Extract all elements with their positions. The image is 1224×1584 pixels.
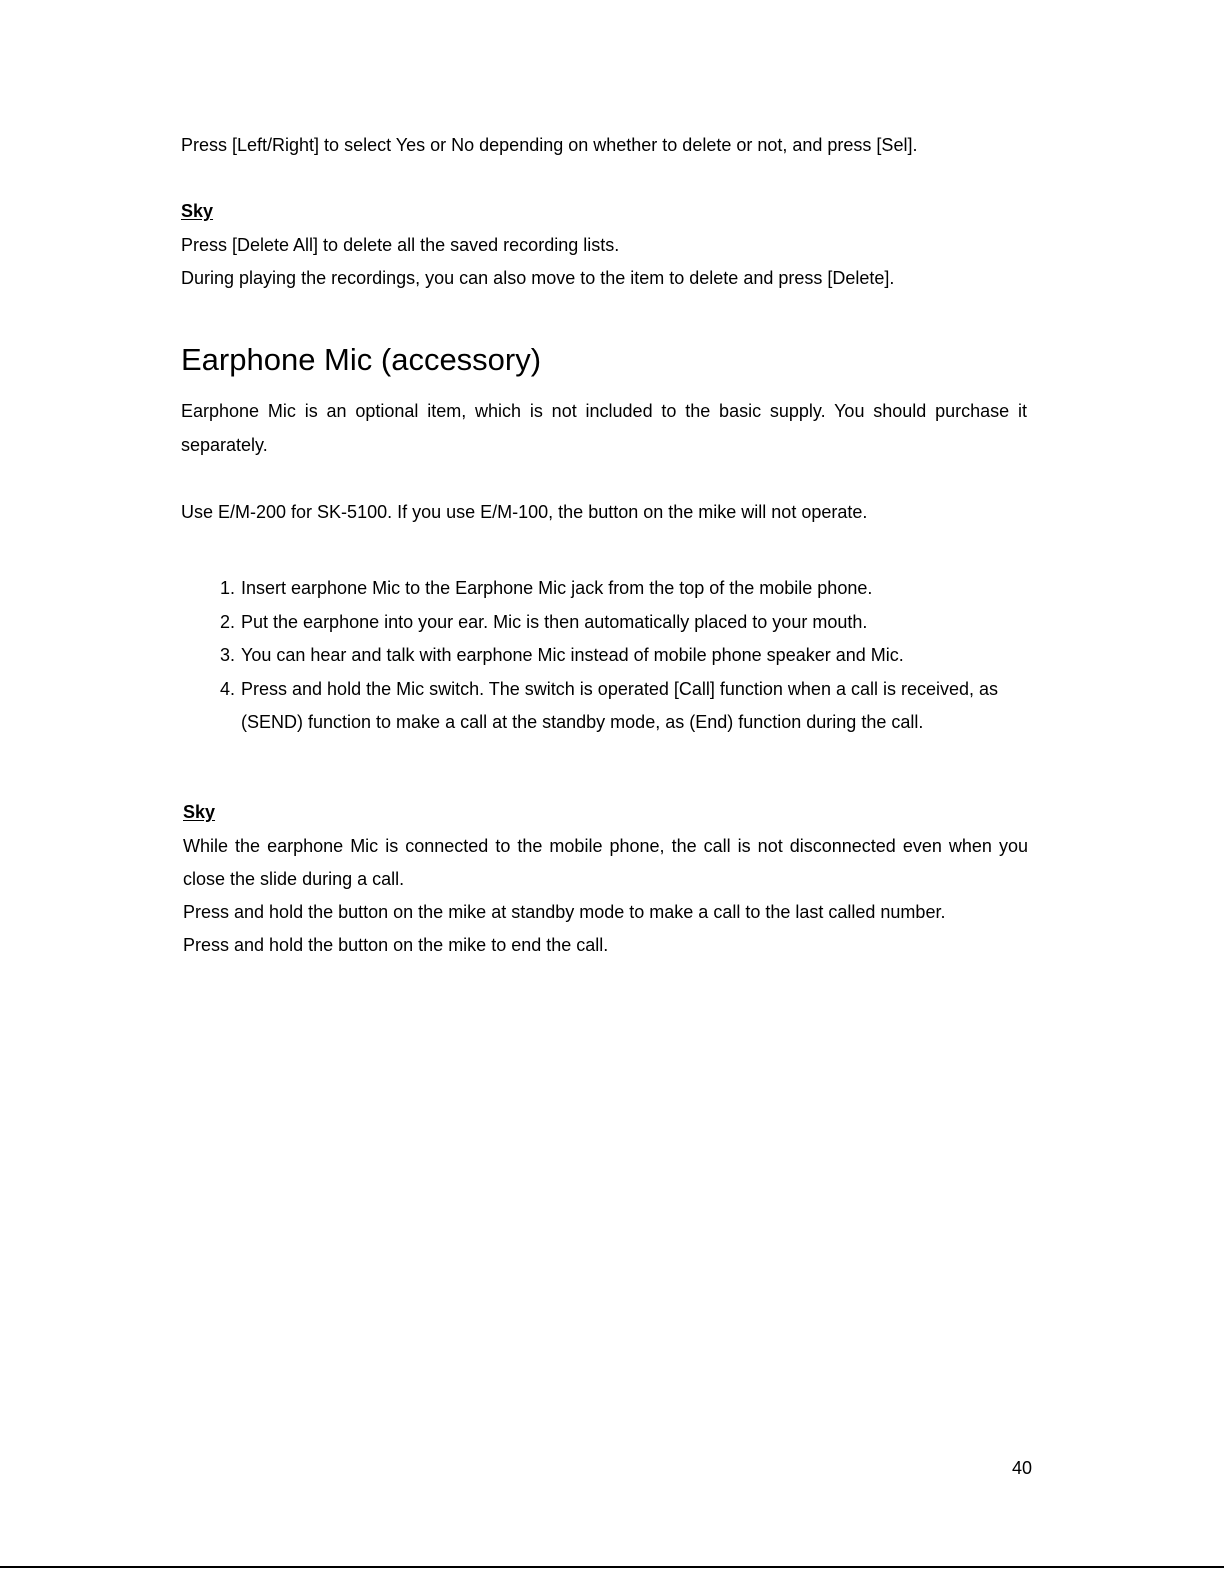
bottom-rule: [0, 1566, 1224, 1568]
step-number: 1.: [220, 578, 236, 598]
list-item: [220, 572, 1040, 606]
paragraph-1-line-1: Earphone Mic is an optional item, which is not included to the basic supply. You should purchase it: [181, 401, 1027, 421]
sky-2-line-4: Press and hold the button on the mike to end the call.: [183, 935, 609, 955]
step-text: You can hear and talk with earphone Mic instead of mobile phone speaker and Mic.: [241, 645, 904, 665]
section-title: Earphone Mic (accessory): [181, 342, 542, 377]
step-number: 3.: [220, 645, 236, 665]
sky-2-line-3: Press and hold the button on the mike at standby mode to make a call to the last called number.: [183, 902, 946, 922]
sky-label-1: Sky: [181, 201, 214, 221]
step-text: Insert earphone Mic to the Earphone Mic jack from the top of the mobile phone.: [241, 578, 873, 598]
step-text: Put the earphone into your ear. Mic is then automatically placed to your mouth.: [241, 611, 868, 632]
list-item: [220, 639, 1040, 673]
sky-label-2: Sky: [183, 802, 216, 822]
list-item: [220, 606, 1040, 640]
paragraph-2: Use E/M-200 for SK-5100. If you use E/M-100, the button on the mike will not operate.: [181, 502, 868, 522]
step-number: 2.: [220, 611, 236, 632]
step-number: 4.: [220, 678, 236, 699]
sky-2-line-1: While the earphone Mic is connected to the mobile phone, the call is not disconnected even when you: [183, 836, 1028, 856]
sky-1-line-2: During playing the recordings, you can also move to the item to delete and press [Delete].: [181, 268, 895, 288]
page-number: 40: [1012, 1458, 1033, 1478]
paragraph-1-line-2: separately.: [181, 435, 268, 455]
step-text: Press and hold the Mic switch. The switch is operated [Call] function when a call is received, as (SEND) function to make a call at the standby mode, as (End) function during the call.: [241, 678, 999, 732]
intro-line: Press [Left/Right] to select Yes or No depending on whether to delete or not, and press [Sel].: [181, 135, 918, 155]
sky-1-line-1: Press [Delete All] to delete all the saved recording lists.: [181, 235, 620, 255]
steps-list: [220, 572, 1040, 740]
sky-2-line-2: close the slide during a call.: [183, 869, 405, 889]
list-item: [220, 673, 1040, 740]
